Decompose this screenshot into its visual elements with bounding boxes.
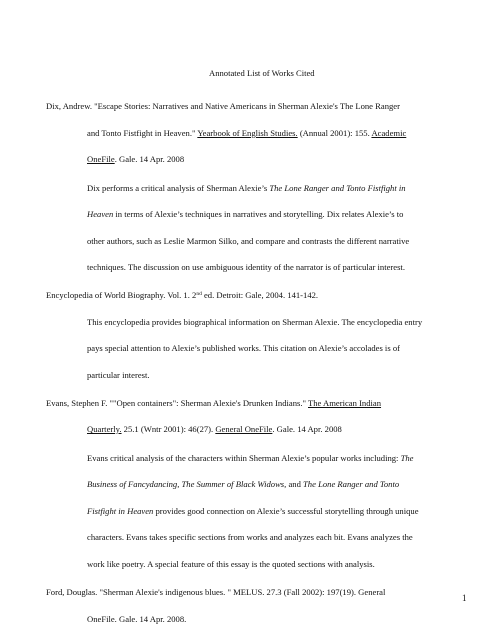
citation-dix-line-3: OneFile. Gale. 14 Apr. 2008 <box>87 154 185 164</box>
citation-ford-line-1: Ford, Douglas. "Sherman Alexie's indigenous blues. " MELUS. 27.3 (Fall 2002): 197(19). General <box>46 587 386 597</box>
annotation-dix-line-1: Dix performs a critical analysis of Sherman Alexie’s The Lone Ranger and Tonto Fistfight in <box>87 183 406 193</box>
annotation-encyclopedia-line-1: This encyclopedia provides biographical information on Sherman Alexie. The encyclopedia entry <box>87 317 423 327</box>
citation-dix-line-2: and Tonto Fistfight in Heaven." Yearbook of English Studies. (Annual 2001): 155. Academic <box>87 128 407 138</box>
citation-encyclopedia-line-1: Encyclopedia of World Biography. Vol. 1. 2nd ed. Detroit: Gale, 2004. 141-142. <box>46 290 319 300</box>
database-link[interactable]: General OneFile <box>215 424 273 434</box>
page-number: 1 <box>462 593 467 603</box>
citation-dix-line-1: Dix, Andrew. "Escape Stories: Narratives and Native Americans in Sherman Alexie's The Lone Ranger <box>46 101 400 111</box>
annotation-dix-line-3: other authors, such as Leslie Marmon Silko, and compare and contrasts the different narrative <box>87 236 410 246</box>
journal-title: Yearbook of English Studies. <box>197 128 298 138</box>
annotation-evans-line-5: work like poetry. A special feature of this essay is the quoted sections with analysis. <box>87 559 375 569</box>
annotation-dix-line-4: techniques. The discussion on use ambiguous identity of the narrator is of particular interest. <box>87 262 405 272</box>
citation-evans-line-2: Quarterly. 25.1 (Wntr 2001): 46(27). General OneFile. Gale. 14 Apr. 2008 <box>87 424 342 434</box>
citation-ford-line-2: OneFile. Gale. 14 Apr. 2008. <box>87 614 187 624</box>
annotation-evans-line-4: characters. Evans takes specific sections from works and analyzes each bit. Evans analyzes the <box>87 532 413 542</box>
journal-title: Quarterly. <box>87 424 122 434</box>
database-link[interactable]: Academic <box>371 128 407 138</box>
page-title: Annotated List of Works Cited <box>209 68 315 78</box>
annotation-dix-line-2: Heaven in terms of Alexie’s techniques in narratives and storytelling. Dix relates Alexie’s to <box>87 209 404 219</box>
annotation-evans-line-3: Fistfight in Heaven provides good connection on Alexie’s successful storytelling through unique <box>87 506 419 516</box>
citation-evans-line-1: Evans, Stephen F. ""Open containers": Sherman Alexie's Drunken Indians." The American Indian <box>46 398 382 408</box>
annotation-encyclopedia-line-2: pays special attention to Alexie’s published works. This citation on Alexie’s accolades is of <box>87 343 400 353</box>
database-link[interactable]: OneFile <box>87 154 115 164</box>
annotation-evans-line-2: Business of Fancydancing, The Summer of Black Widows, and The Lone Ranger and Tonto <box>87 479 400 489</box>
annotation-evans-line-1: Evans critical analysis of the characters within Sherman Alexie’s popular works including: The <box>87 453 414 463</box>
journal-title: The American Indian <box>308 398 382 408</box>
annotation-encyclopedia-line-3: particular interest. <box>87 370 150 380</box>
